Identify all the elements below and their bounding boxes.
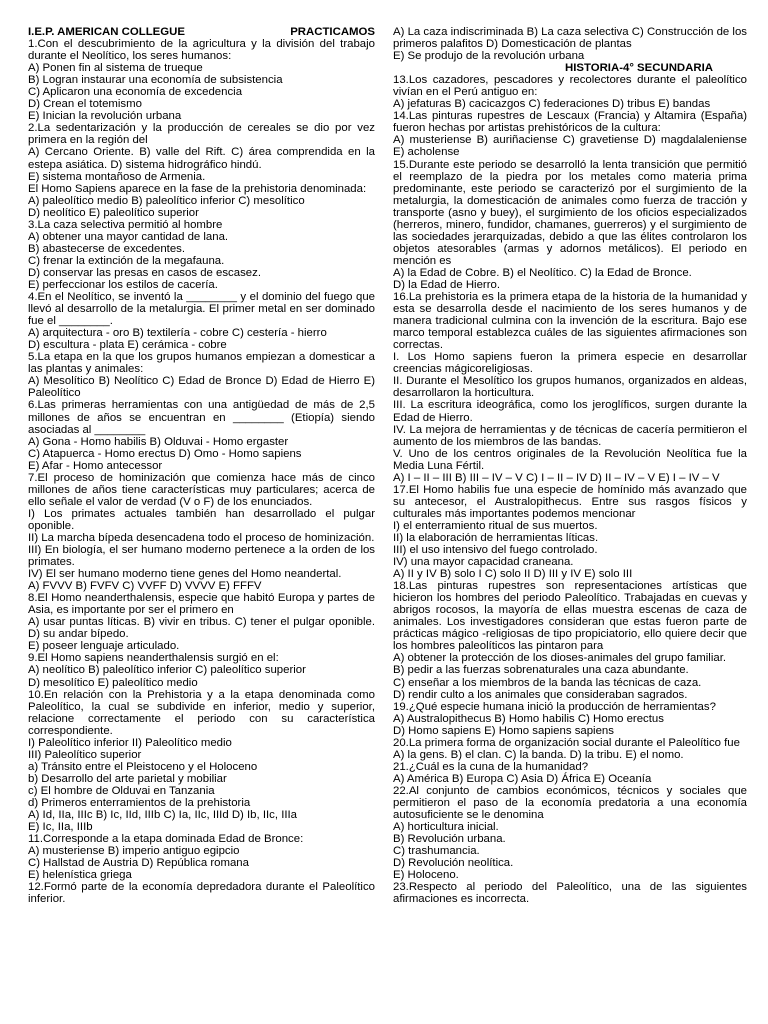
worksheet-line: 4.En el Neolítico, se inventó la ________ y el dominio del fuego que llevó al desarrollo de la metalurgia. El primer metal en ser dominado fue el ________. (28, 291, 375, 328)
worksheet-line: 2.La sedentarización y la producción de cereales se dio por vez primera en la región del (28, 122, 375, 147)
worksheet-line: A) Id, IIa, IIIc B) Ic, IId, IIIb C) Ia, IIc, IIId D) Ib, IIc, IIIa (28, 809, 298, 822)
worksheet-line: I) Paleolítico inferior II) Paleolítico medio (28, 736, 232, 749)
worksheet-line: A) Cercano Oriente. B) valle del Rift. C) área comprendida en la estepa asiática. D) sistema hidrográfico hindú. (28, 146, 375, 171)
worksheet-line: b) Desarrollo del arte parietal y mobiliar (28, 772, 227, 785)
worksheet-line: III) En biología, el ser humano moderno pertenece a la orden de los primates. (28, 544, 375, 569)
worksheet-line: El Homo Sapiens aparece en la fase de la prehistoria denominada: (28, 182, 367, 195)
worksheet-line: 9.El Homo sapiens neanderthalensis surgió en el: (28, 652, 279, 665)
worksheet-line: A) II y IV B) solo I C) solo II D) III y IV E) solo III (393, 568, 633, 581)
worksheet-line: C) Atapuerca - Homo erectus D) Omo - Homo sapiens (28, 447, 302, 460)
worksheet-line: 10.En relación con la Prehistoria y a la etapa denominada como Paleolítico, la cual se subdivide en inferior, medio y superior, relacione correctamente el periodo con su característica correspondiente. (28, 688, 375, 737)
worksheet-line: II. Durante el Mesolítico los grupos humanos, organizados en aldeas, desarrollaron la horticultura. (393, 375, 747, 400)
worksheet-line: D) Crean el totemismo (28, 98, 142, 111)
worksheet-line: A) la gens. B) el clan. C) la banda. D) la tribu. E) el nomo. (393, 748, 684, 761)
worksheet-line: II) la elaboración de herramientas líticas. (393, 531, 599, 544)
worksheet-title: PRACTICAMOS (290, 26, 375, 38)
worksheet-line: 14.Las pinturas rupestres de Lescaux (Francia) y Altamira (España) fueron hechas por artistas prehistóricos de la cultura: (393, 110, 747, 135)
worksheet-line: E) Afar - Homo antecessor (28, 459, 163, 472)
worksheet-line: 21.¿Cuál es la cuna de la humanidad? (393, 760, 589, 773)
right-column-continuation (393, 26, 747, 62)
worksheet-line: E) poseer lenguaje articulado. (28, 640, 180, 653)
worksheet-line: E) helenística griega (28, 869, 132, 882)
worksheet-line: 3.La caza selectiva permitió al hombre (28, 218, 223, 231)
school-name: I.E.P. AMERICAN COLLEGUE (28, 26, 185, 38)
worksheet-line: E) perfeccionar los estilos de cacería. (28, 278, 218, 291)
worksheet-line: D) neolítico E) paleolítico superior (28, 206, 199, 219)
worksheet-line: I) Los primates actuales también han desarrollado el pulgar oponible. (28, 507, 375, 532)
worksheet-line: D) Revolución neolítica. (393, 857, 514, 870)
worksheet-line: E) Inician la revolución urbana (28, 110, 182, 123)
worksheet-line: 1.Con el descubrimiento de la agricultura y la división del trabajo durante el Neolítico, los seres humanos: (28, 38, 375, 63)
worksheet-line: III. La escritura ideográfica, como los jeroglíficos, surgen durante la Edad de Hierro. (393, 399, 747, 424)
worksheet-line: C) frenar la extinción de la megafauna. (28, 254, 225, 267)
worksheet-line: V. Uno de los centros originales de la Revolución Neolítica fue la Media Luna Fértil. (393, 447, 747, 472)
worksheet-line: A) jefaturas B) cacicazgos C) federaciones D) tribus E) bandas (393, 98, 711, 111)
worksheet-line: 23.Respecto al periodo del Paleolítico, una de las siguientes afirmaciones es incorrecta. (393, 881, 747, 906)
left-column (28, 26, 375, 905)
worksheet-line: 17.El Homo habilis fue una especie de homínido más avanzado que su antecesor, el Australopithecus. Entre sus rasgos físicos y culturales más importantes podemos mencionar (393, 483, 747, 520)
worksheet-line: A) neolítico B) paleolítico inferior C) paleolítico superior (28, 664, 306, 677)
worksheet-line: A) arquitectura - oro B) textilería - cobre C) cestería - hierro (28, 327, 327, 340)
right-column-text (393, 74, 747, 905)
worksheet-line: D) rendir culto a los animales que consideraban sagrados. (393, 688, 688, 701)
worksheet-line: D) mesolítico E) paleolítico medio (28, 676, 198, 689)
worksheet-line: 11.Corresponde a la etapa dominada Edad de Bronce: (28, 833, 304, 846)
worksheet-line: III) Paleolítico superior (28, 748, 142, 761)
worksheet-line: 18.Las pinturas rupestres son representaciones artísticas que hicieron los hombres del periodo Paleolítico. Trabajadas en cuevas y abrigos rocosos, la mayoría de ellas muestra escenas de caza de animales. Los investigadores consideran que estas fueron parte de prácticas mágico -religiosas de tipo propiciatorio, ello quiere decir que los hombres paleolíticos las pintaron para (393, 580, 747, 653)
worksheet-line: A) Gona - Homo habilis B) Olduvai - Homo ergaster (28, 435, 289, 448)
worksheet-line: d) Primeros enterramientos de la prehistoria (28, 797, 251, 809)
worksheet-line: C) enseñar a los miembros de la banda las técnicas de caza. (393, 676, 702, 689)
worksheet-line: IV. La mejora de herramientas y de técnicas de cacería permitieron el aumento de los miembros de las bandas. (393, 423, 747, 448)
worksheet-line: C) trashumancia. (393, 845, 480, 858)
worksheet-line: IV) una mayor capacidad craneana. (393, 556, 574, 569)
worksheet-line: I) el enterramiento ritual de sus muertos. (393, 519, 598, 532)
worksheet-line: E) Ic, IIa, IIIb (28, 821, 93, 834)
worksheet-line: A) horticultura inicial. (393, 821, 499, 834)
worksheet-line: 7.El proceso de hominización que comienza hace más de cinco millones de años tiene características muy particulares; acerca de ello señale el valor de verdad (V o F) de los enunciados. (28, 471, 375, 508)
worksheet-line: E) Se produjo de la revolución urbana (393, 50, 585, 63)
worksheet-line: A) obtener la protección de los dioses-animales del grupo familiar. (393, 652, 727, 665)
worksheet-line: D) Homo sapiens E) Homo sapiens sapiens (393, 724, 614, 737)
worksheet-line: A) I – II – III B) III – IV – V C) I – II – IV D) II – IV – V E) I – IV – V (393, 471, 720, 484)
worksheet-line: E) Holoceno. (393, 869, 459, 882)
worksheet-line: A) Australopithecus B) Homo habilis C) Homo erectus (393, 712, 664, 725)
worksheet-line: 15.Durante este periodo se desarrolló la lenta transición que permitió el reemplazo de la piedra por los metales como materia prima predominante, este periodo se caracterizó por el surgimiento de la metalurgia, la domesticación de animales como fuerza de tracción y transporte (asno y buey), el surgimiento de los oficios especializados (herreros, minero, fundidor, chamanes, guerreros) y el surgimiento de las sociedades jerarquizadas, debido a que las élites controlaron los objetos atesorables (armas y adornos metálicos). El periodo en mención es (393, 158, 747, 267)
worksheet-line: III) el uso intensivo del fuego controlado. (393, 544, 598, 557)
worksheet-line: 5.La etapa en la que los grupos humanos empiezan a domesticar a las plantas y animales: (28, 351, 375, 376)
worksheet-line: A) La caza indiscriminada B) La caza selectiva C) Construcción de los primeros palafitos D) Domesticación de plantas (393, 26, 747, 51)
worksheet-line: B) pedir a las fuerzas sobrenaturales una caza abundante. (393, 664, 689, 677)
worksheet-line: D) conservar las presas en casos de escasez. (28, 266, 261, 279)
worksheet-line: A) Mesolítico B) Neolítico C) Edad de Bronce D) Edad de Hierro E) Paleolítico (28, 375, 375, 400)
worksheet-line: C) Hallstad de Austria D) República romana (28, 857, 249, 870)
section-heading: HISTORIA-4° SECUNDARIA (564, 62, 713, 75)
worksheet-line: A) musteriense B) imperio antiguo egipcio (28, 845, 240, 858)
worksheet-line: A) obtener una mayor cantidad de lana. (28, 230, 229, 243)
worksheet-line: A) FVVV B) FVFV C) VVFF D) VVVV E) FFFV (28, 580, 262, 593)
worksheet-line: IV) El ser humano moderno tiene genes del Homo neandertal. (28, 568, 342, 581)
worksheet-line: a) Tránsito entre el Pleistoceno y el Holoceno (28, 760, 258, 773)
worksheet-line: c) El hombre de Olduvai en Tanzania (28, 784, 215, 797)
worksheet-line: D) escultura - plata E) cerámica - cobre (28, 339, 227, 352)
worksheet-line: 8.El Homo neanderthalensis, especie que habitó Europa y partes de Asia, es importante por ser el primero en (28, 592, 375, 617)
worksheet-line: 13.Los cazadores, pescadores y recolectores durante el paleolítico vivían en el Perú antiguo en: (393, 74, 747, 99)
worksheet-line: 16.La prehistoria es la primera etapa de la historia de la humanidad y esta se desarrolla desde el nacimiento de los seres humanos y de manera tradicional culmina con la invención de la escritura. Bajo ese marco temporal establezca cuáles de las siguientes afirmaciones son correctas. (393, 291, 747, 352)
worksheet-line: A) paleolítico medio B) paleolítico inferior C) mesolítico (28, 194, 305, 207)
worksheet-line: D) la Edad de Hierro. (393, 278, 500, 291)
worksheet-line: B) abastecerse de excedentes. (28, 242, 186, 255)
left-column-text (28, 38, 375, 905)
worksheet-line: A) usar puntas líticas. B) vivir en tribus. C) tener el pulgar oponible. D) su andar bípedo. (28, 616, 375, 641)
worksheet-header (28, 26, 375, 38)
worksheet-line: B) Logran instaurar una economía de subsistencia (28, 74, 283, 87)
right-column (393, 26, 747, 905)
worksheet-line: 19.¿Qué especie humana inició la producción de herramientas? (393, 700, 716, 713)
worksheet-line: 20.La primera forma de organización social durante el Paleolítico fue (393, 736, 740, 749)
worksheet-line: A) Ponen fin al sistema de trueque (28, 62, 203, 75)
worksheet-line: II) La marcha bípeda desencadena todo el proceso de hominización. (28, 531, 375, 544)
worksheet-line: B) Revolución urbana. (393, 833, 506, 846)
worksheet-line: 6.Las primeras herramientas con una antigüedad de más de 2,5 millones de años se encuentran en ________ (Etiopía) siendo asociadas al ________ (28, 399, 375, 436)
worksheet-line: A) América B) Europa C) Asia D) África E) Oceanía (393, 772, 652, 785)
worksheet-line: E) sistema montañoso de Armenia. (28, 170, 206, 183)
worksheet-line: C) Aplicaron una economía de excedencia (28, 86, 243, 99)
worksheet-line: 22.Al conjunto de cambios económicos, técnicos y sociales que permitieron el paso de la economía predatoria a una economía autosuficiente se le denomina (393, 784, 747, 822)
worksheet-line: I. Los Homo sapiens fueron la primera especie en desarrollar creencias mágicoreligiosas. (393, 351, 747, 376)
worksheet-line: A) la Edad de Cobre. B) el Neolítico. C) la Edad de Bronce. (393, 266, 692, 279)
worksheet-line: A) musteriense B) auriñaciense C) gravetiense D) magdalaleniense E) acholense (393, 134, 747, 159)
worksheet-line: 12.Formó parte de la economía depredadora durante el Paleolítico inferior. (28, 881, 375, 906)
